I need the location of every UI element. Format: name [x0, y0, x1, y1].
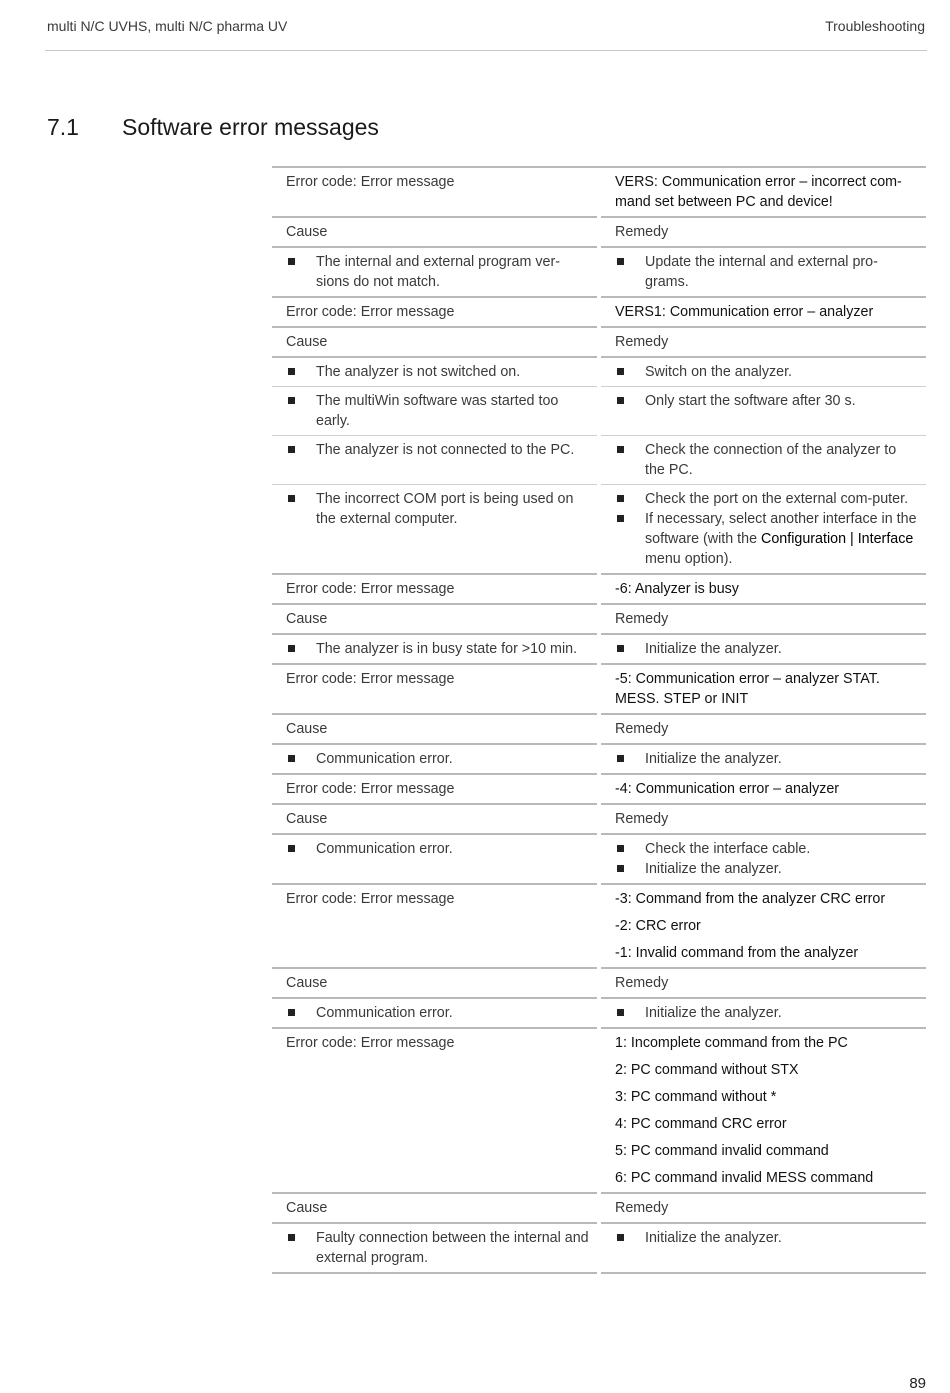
- cause-remedy-row: [272, 745, 926, 775]
- error-message: 6: PC command invalid MESS command: [615, 1170, 874, 1186]
- error-message: -3: Command from the analyzer CRC error: [615, 891, 886, 907]
- cause-remedy-header-row: [272, 218, 926, 248]
- section-number: 7.1: [47, 114, 79, 141]
- remedy-cell: [601, 248, 926, 298]
- cause-remedy-header-row: [272, 969, 926, 999]
- cause-remedy-row: [272, 485, 926, 575]
- error-code-row: [272, 575, 926, 605]
- cause-remedy-header-row: [272, 715, 926, 745]
- cause-item: The multiWin software was started too early.: [286, 391, 589, 431]
- error-message: VERS: Communication error – incorrect com-mand set between PC and device!: [615, 174, 902, 210]
- error-code-row: [272, 1029, 926, 1194]
- remedy-cell: [601, 485, 926, 575]
- cause-label: Cause: [272, 805, 597, 835]
- error-code-label: Error code: Error message: [272, 168, 597, 218]
- remedy-item: Initialize the analyzer.: [615, 749, 918, 769]
- remedy-label: Remedy: [601, 1194, 926, 1224]
- remedy-label: Remedy: [601, 605, 926, 635]
- cause-cell: [272, 999, 597, 1029]
- error-code-row: [272, 775, 926, 805]
- error-messages: [601, 575, 926, 605]
- header-chapter: Troubleshooting: [825, 18, 925, 34]
- cause-item: The analyzer is in busy state for >10 min.: [286, 639, 589, 659]
- error-code-label: Error code: Error message: [272, 775, 597, 805]
- cause-label: Cause: [272, 969, 597, 999]
- remedy-label: Remedy: [601, 805, 926, 835]
- error-message: 4: PC command CRC error: [615, 1116, 787, 1132]
- cause-remedy-row: [272, 835, 926, 885]
- cause-remedy-row: [272, 387, 926, 436]
- error-code-row: [272, 885, 926, 969]
- error-code-label: Error code: Error message: [272, 575, 597, 605]
- cause-label: Cause: [272, 715, 597, 745]
- remedy-label: Remedy: [601, 715, 926, 745]
- error-message: 3: PC command without *: [615, 1089, 777, 1105]
- cause-label: Cause: [272, 218, 597, 248]
- error-messages: [601, 885, 926, 969]
- header-product: multi N/C UVHS, multi N/C pharma UV: [47, 18, 288, 34]
- cause-label: Cause: [272, 328, 597, 358]
- remedy-item: Update the internal and external pro-grams.: [615, 252, 918, 292]
- cause-cell: [272, 635, 597, 665]
- error-message: -4: Communication error – analyzer: [615, 781, 840, 797]
- cause-remedy-header-row: [272, 1194, 926, 1224]
- remedy-item: Check the connection of the analyzer to the PC.: [615, 440, 918, 480]
- remedy-item: Initialize the analyzer.: [615, 859, 918, 879]
- remedy-label: Remedy: [601, 218, 926, 248]
- error-messages: [601, 665, 926, 715]
- cause-remedy-header-row: [272, 805, 926, 835]
- error-message: -6: Analyzer is busy: [615, 581, 739, 597]
- cause-remedy-row: [272, 436, 926, 485]
- error-messages: [601, 298, 926, 328]
- remedy-cell: [601, 1224, 926, 1274]
- error-message: 5: PC command invalid command: [615, 1143, 829, 1159]
- remedy-cell: [601, 635, 926, 665]
- page-header: [45, 14, 927, 51]
- remedy-label: Remedy: [601, 328, 926, 358]
- cause-item: The analyzer is not connected to the PC.: [286, 440, 589, 460]
- remedy-item: Initialize the analyzer.: [615, 639, 918, 659]
- cause-item: Communication error.: [286, 749, 589, 769]
- remedy-item: Switch on the analyzer.: [615, 362, 918, 382]
- cause-remedy-header-row: [272, 605, 926, 635]
- cause-item: The analyzer is not switched on.: [286, 362, 589, 382]
- cause-item: Communication error.: [286, 1003, 589, 1023]
- error-messages: [601, 775, 926, 805]
- remedy-cell: [601, 835, 926, 885]
- error-message: VERS1: Communication error – analyzer: [615, 304, 874, 320]
- error-message: 2: PC command without STX: [615, 1062, 799, 1078]
- cause-cell: [272, 485, 597, 575]
- error-code-row: [272, 168, 926, 218]
- cause-item: The incorrect COM port is being used on the external computer.: [286, 489, 589, 529]
- cause-cell: [272, 745, 597, 775]
- error-messages: [601, 1029, 926, 1194]
- error-code-row: [272, 298, 926, 328]
- error-code-row: [272, 665, 926, 715]
- cause-remedy-row: [272, 358, 926, 387]
- error-code-label: Error code: Error message: [272, 885, 597, 969]
- remedy-item: Check the port on the external com-puter.: [615, 489, 918, 509]
- remedy-cell: [601, 745, 926, 775]
- menu-path: Configuration | Interface: [761, 531, 914, 547]
- error-message: -1: Invalid command from the analyzer: [615, 945, 859, 961]
- remedy-item: Initialize the analyzer.: [615, 1003, 918, 1023]
- cause-label: Cause: [272, 605, 597, 635]
- error-message: -2: CRC error: [615, 918, 701, 934]
- cause-cell: [272, 436, 597, 485]
- error-code-label: Error code: Error message: [272, 665, 597, 715]
- cause-remedy-row: [272, 999, 926, 1029]
- error-message: -5: Communication error – analyzer STAT. MESS. STEP or INIT: [615, 671, 880, 707]
- error-message: 1: Incomplete command from the PC: [615, 1035, 848, 1051]
- error-table: [272, 166, 926, 1274]
- cause-remedy-header-row: [272, 328, 926, 358]
- remedy-text: menu option).: [645, 551, 733, 567]
- cause-item: Faulty connection between the internal and external program.: [286, 1228, 589, 1268]
- cause-cell: [272, 387, 597, 436]
- error-messages: [601, 168, 926, 218]
- cause-cell: [272, 1224, 597, 1274]
- remedy-item: Only start the software after 30 s.: [615, 391, 918, 411]
- remedy-cell: [601, 436, 926, 485]
- remedy-item: Check the interface cable.: [615, 839, 918, 859]
- section-heading: [47, 114, 379, 141]
- remedy-cell: [601, 999, 926, 1029]
- cause-remedy-row: [272, 1224, 926, 1274]
- remedy-item: [615, 509, 918, 569]
- error-code-label: Error code: Error message: [272, 298, 597, 328]
- cause-cell: [272, 248, 597, 298]
- cause-remedy-row: [272, 248, 926, 298]
- page-number: 89: [909, 1375, 926, 1392]
- cause-cell: [272, 835, 597, 885]
- remedy-label: Remedy: [601, 969, 926, 999]
- remedy-cell: [601, 387, 926, 436]
- cause-item: Communication error.: [286, 839, 589, 859]
- cause-item: The internal and external program ver-sions do not match.: [286, 252, 589, 292]
- remedy-cell: [601, 358, 926, 387]
- remedy-item: Initialize the analyzer.: [615, 1228, 918, 1248]
- error-code-label: Error code: Error message: [272, 1029, 597, 1194]
- section-title: Software error messages: [122, 114, 379, 141]
- remedy-text: If necessary, select another interface in the software (with the: [645, 511, 917, 547]
- cause-remedy-row: [272, 635, 926, 665]
- cause-label: Cause: [272, 1194, 597, 1224]
- cause-cell: [272, 358, 597, 387]
